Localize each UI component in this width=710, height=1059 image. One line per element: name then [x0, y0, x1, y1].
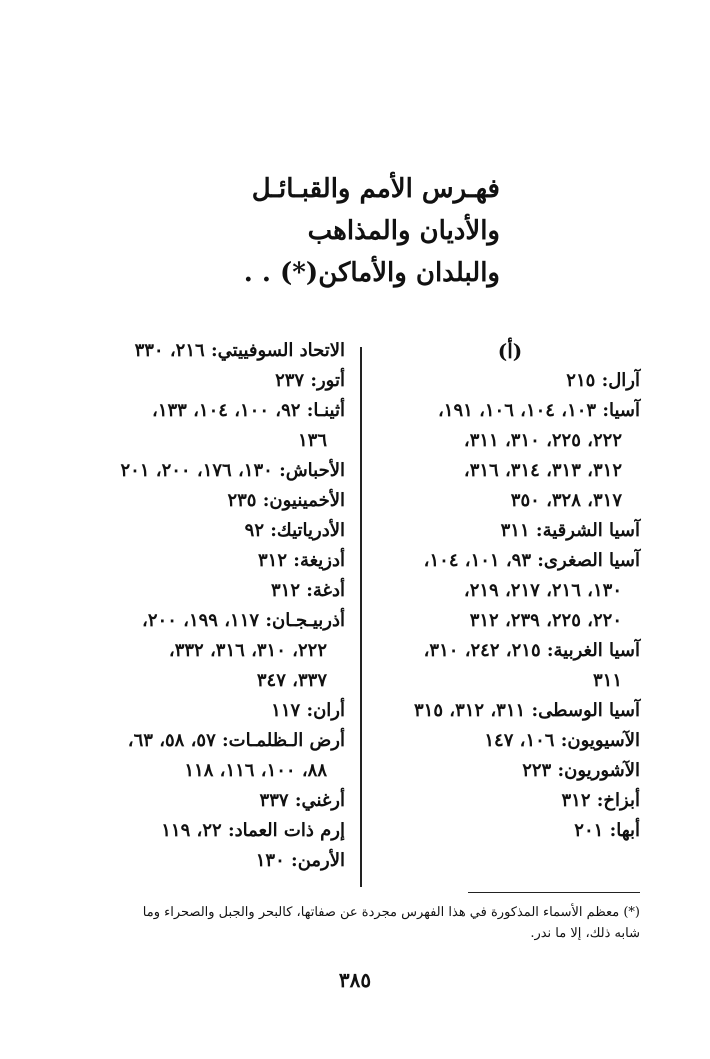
index-entry-line: أرض الـظلمـات: ٥٧، ٥٨، ٦٣، [127, 730, 345, 751]
index-entry-line: أذربيـجـان: ١١٧، ١٩٩، ٢٠٠، [142, 610, 345, 631]
index-entry-line: أدغة: ٣١٢ [270, 580, 345, 601]
index-entry-line: أثينـا: ٩٢، ١٠٠، ١٠٤، ١٣٣، [152, 400, 345, 421]
index-entry-line: أبزاخ: ٣١٢ [561, 790, 640, 811]
index-entry-continuation: ٢٢٢، ٣١٠، ٣١٦، ٣٣٢، [168, 640, 327, 661]
footnote [80, 902, 640, 944]
index-entry-line: أدزيغة: ٣١٢ [258, 550, 345, 571]
index-entry-continuation: ٣٣٧، ٣٤٧ [256, 670, 327, 691]
index-entry-continuation: ٢٢٢، ٢٢٥، ٣١٠، ٣١١، [463, 430, 622, 451]
index-entry-continuation: ٣١٧، ٣٢٨، ٣٥٠ [510, 490, 622, 511]
index-entry-line: الأرمن: ١٣٠ [255, 850, 345, 871]
index-column-left [85, 336, 345, 876]
index-entry-continuation: ٢٢٠، ٢٢٥، ٢٣٩، ٣١٢ [469, 610, 622, 631]
footnote-line-2: شابه ذلك، إلا ما ندر. [530, 926, 640, 941]
index-entry-line: أرغني: ٣٣٧ [259, 790, 345, 811]
index-title [150, 168, 500, 294]
footnote-rule [468, 892, 640, 893]
index-entry-line: آسيا الوسطى: ٣١١، ٣١٢، ٣١٥ [413, 700, 640, 721]
index-entry-line: آسيا الشرقية: ٣١١ [500, 520, 640, 541]
page-number: ٣٨٥ [338, 968, 372, 992]
index-entry-line: آسيا الصغرى: ٩٣، ١٠١، ١٠٤، [423, 550, 640, 571]
title-line-2: والأديان والمذاهب [307, 216, 500, 246]
index-entry-line: الآسيويون: ١٠٦، ١٤٧ [484, 730, 640, 751]
index-column-right [380, 336, 640, 846]
title-line-1: فهـرس الأمم والقبـائـل [251, 174, 500, 204]
index-entry-continuation: ٣١١ [592, 670, 622, 691]
index-entry-line: آسيا: ١٠٣، ١٠٤، ١٠٦، ١٩١، [437, 400, 640, 421]
title-line-3: والبلدان والأماكن(*) . . [243, 258, 500, 288]
index-entry-continuation: ١٣٠، ٢١٦، ٢١٧، ٢١٩، [463, 580, 622, 601]
section-letter: (أ) [497, 339, 523, 363]
index-entry-line: أتور: ٢٣٧ [275, 370, 345, 391]
index-entry-line: أبها: ٢٠١ [574, 820, 640, 841]
index-entry-line: الاتحاد السوفييتي: ٢١٦، ٣٣٠ [134, 340, 345, 361]
index-entry-line: الأحباش: ١٣٠، ١٧٦، ٢٠٠، ٢٠١ [120, 460, 345, 481]
index-entry-line: إرم ذات العماد: ٢٢، ١١٩ [161, 820, 345, 841]
index-entry-line: الأدرياتيك: ٩٢ [244, 520, 345, 541]
column-divider [360, 347, 362, 887]
footnote-line-1: (*) معظم الأسماء المذكورة في هذا الفهرس مجردة عن صفاتها، كالبحر والجبل والصحراء وما [142, 905, 640, 920]
index-entry-continuation: ٣١٢، ٣١٣، ٣١٤، ٣١٦، [463, 460, 622, 481]
index-entry-line: آرال: ٢١٥ [566, 370, 640, 391]
index-entry-continuation: ٨٨، ١٠٠، ١١٦، ١١٨ [184, 760, 327, 781]
index-entry-line: أران: ١١٧ [271, 700, 345, 721]
index-entry-line: الآشوريون: ٢٢٣ [522, 760, 640, 781]
index-entry-line: الأخمينيون: ٢٣٥ [227, 490, 345, 511]
index-entry-line: آسيا الغربية: ٢١٥، ٢٤٢، ٣١٠، [423, 640, 640, 661]
index-entry-continuation: ١٣٦ [297, 430, 327, 451]
